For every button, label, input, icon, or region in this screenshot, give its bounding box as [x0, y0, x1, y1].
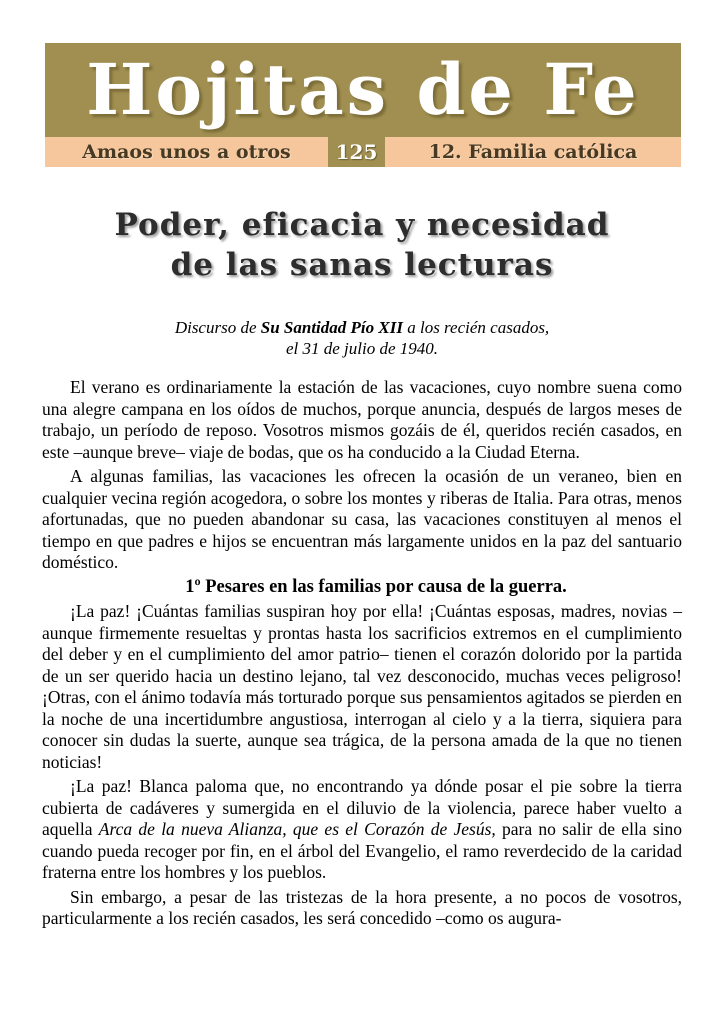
- article-title-line1: Poder, eficacia y necesidad: [114, 207, 610, 243]
- section-paragraphs: [42, 601, 682, 930]
- body-paragraph: [42, 377, 682, 463]
- article-title-line2: de las sanas lecturas: [170, 247, 554, 283]
- intro-paragraphs: [42, 377, 682, 574]
- text-segment: ¡La paz! Blanca paloma que, no encontrando ya dónde posar el pie sobre la tierra cubierta de cadáveres y sumergida en el diluvio de la violencia, parece haber vuelto a aquella: [42, 776, 682, 839]
- body-paragraph: [42, 776, 682, 884]
- text-segment: a los recién casados,: [402, 318, 550, 337]
- body-paragraph: [42, 466, 682, 574]
- byline-line1: [0, 317, 724, 338]
- masthead-banner: [45, 43, 681, 167]
- byline-line2: el 31 de julio de 1940.: [285, 339, 439, 358]
- byline: [0, 317, 724, 359]
- strip-motto-label: Amaos unos a otros: [45, 137, 328, 167]
- text-segment: Su Santidad Pío XII: [260, 318, 403, 337]
- body-paragraph: [42, 601, 682, 773]
- text-segment: A algunas familias, las vacaciones les ofrecen la ocasión de un veraneo, bien en cualquier vecina región acogedora, o sobre los montes y riberas de Italia. Para otras, menos afortunadas, que no pueden abandonar su casa, las vacaciones constituyen al menos el tiempo en que padres e hijos se encuentran más largamente unidos en la paz del santuario doméstico.: [42, 466, 682, 572]
- article-title: [0, 205, 724, 285]
- masthead-strip: [45, 137, 681, 167]
- strip-series-label: 12. Familia católica: [385, 137, 681, 167]
- text-segment: Sin embargo, a pesar de las tristezas de la hora presente, a no pocos de vosotros, particularmente a los recién casados, les será concedido –como os augura-: [42, 886, 682, 928]
- section-heading: 1º Pesares en las familias por causa de la guerra.: [185, 576, 567, 597]
- publication-title: Hojitas de Fe: [86, 48, 640, 131]
- body-paragraph: [42, 887, 682, 930]
- text-segment: para no salir de ella sino cuando pueda recoger por fin, en el árbol del Evangelio, el ramo reverdecido de la caridad fraterna entre los hombres y los pueblos.: [42, 819, 683, 882]
- masthead-top: [45, 43, 681, 137]
- text-segment: Discurso de: [174, 318, 261, 337]
- text-segment: El verano es ordinariamente la estación de las vacaciones, cuyo nombre suena como una alegre campana en los oídos de muchos, porque anuncia, después de largos meses de trabajo, un período de reposo. Vosotros mismos gozáis de él, queridos recién casados, en este –aunque breve– viaje de bodas, que os ha conducido a la Ciudad Eterna.: [42, 377, 682, 462]
- text-segment: ¡La paz! ¡Cuántas familias suspiran hoy por ella! ¡Cuántas esposas, madres, novias –aunque firmemente resueltas y prontas hasta los sacrificios extremos en el cumplimiento del deber y en el cumplimiento del amor patrio– tienen el corazón dolorido por la partida de un ser querido hacia un destino lejano, tal vez desconocido, muchas veces peligroso! ¡Otras, con el ánimo todavía más torturado porque sus pensamientos agitados se pierden en la noche de una incertidumbre angustiosa, interrogan al cielo y a la tierra, siquiera para conocer sin dudas la suerte, aunque sea trágica, de la persona amada de la que no tienen noticias!: [42, 601, 682, 772]
- article-body: [42, 377, 682, 933]
- issue-number-badge: 125: [335, 140, 378, 164]
- text-segment: Arca de la nueva Alianza, que es el Corazón de Jesús,: [98, 819, 496, 839]
